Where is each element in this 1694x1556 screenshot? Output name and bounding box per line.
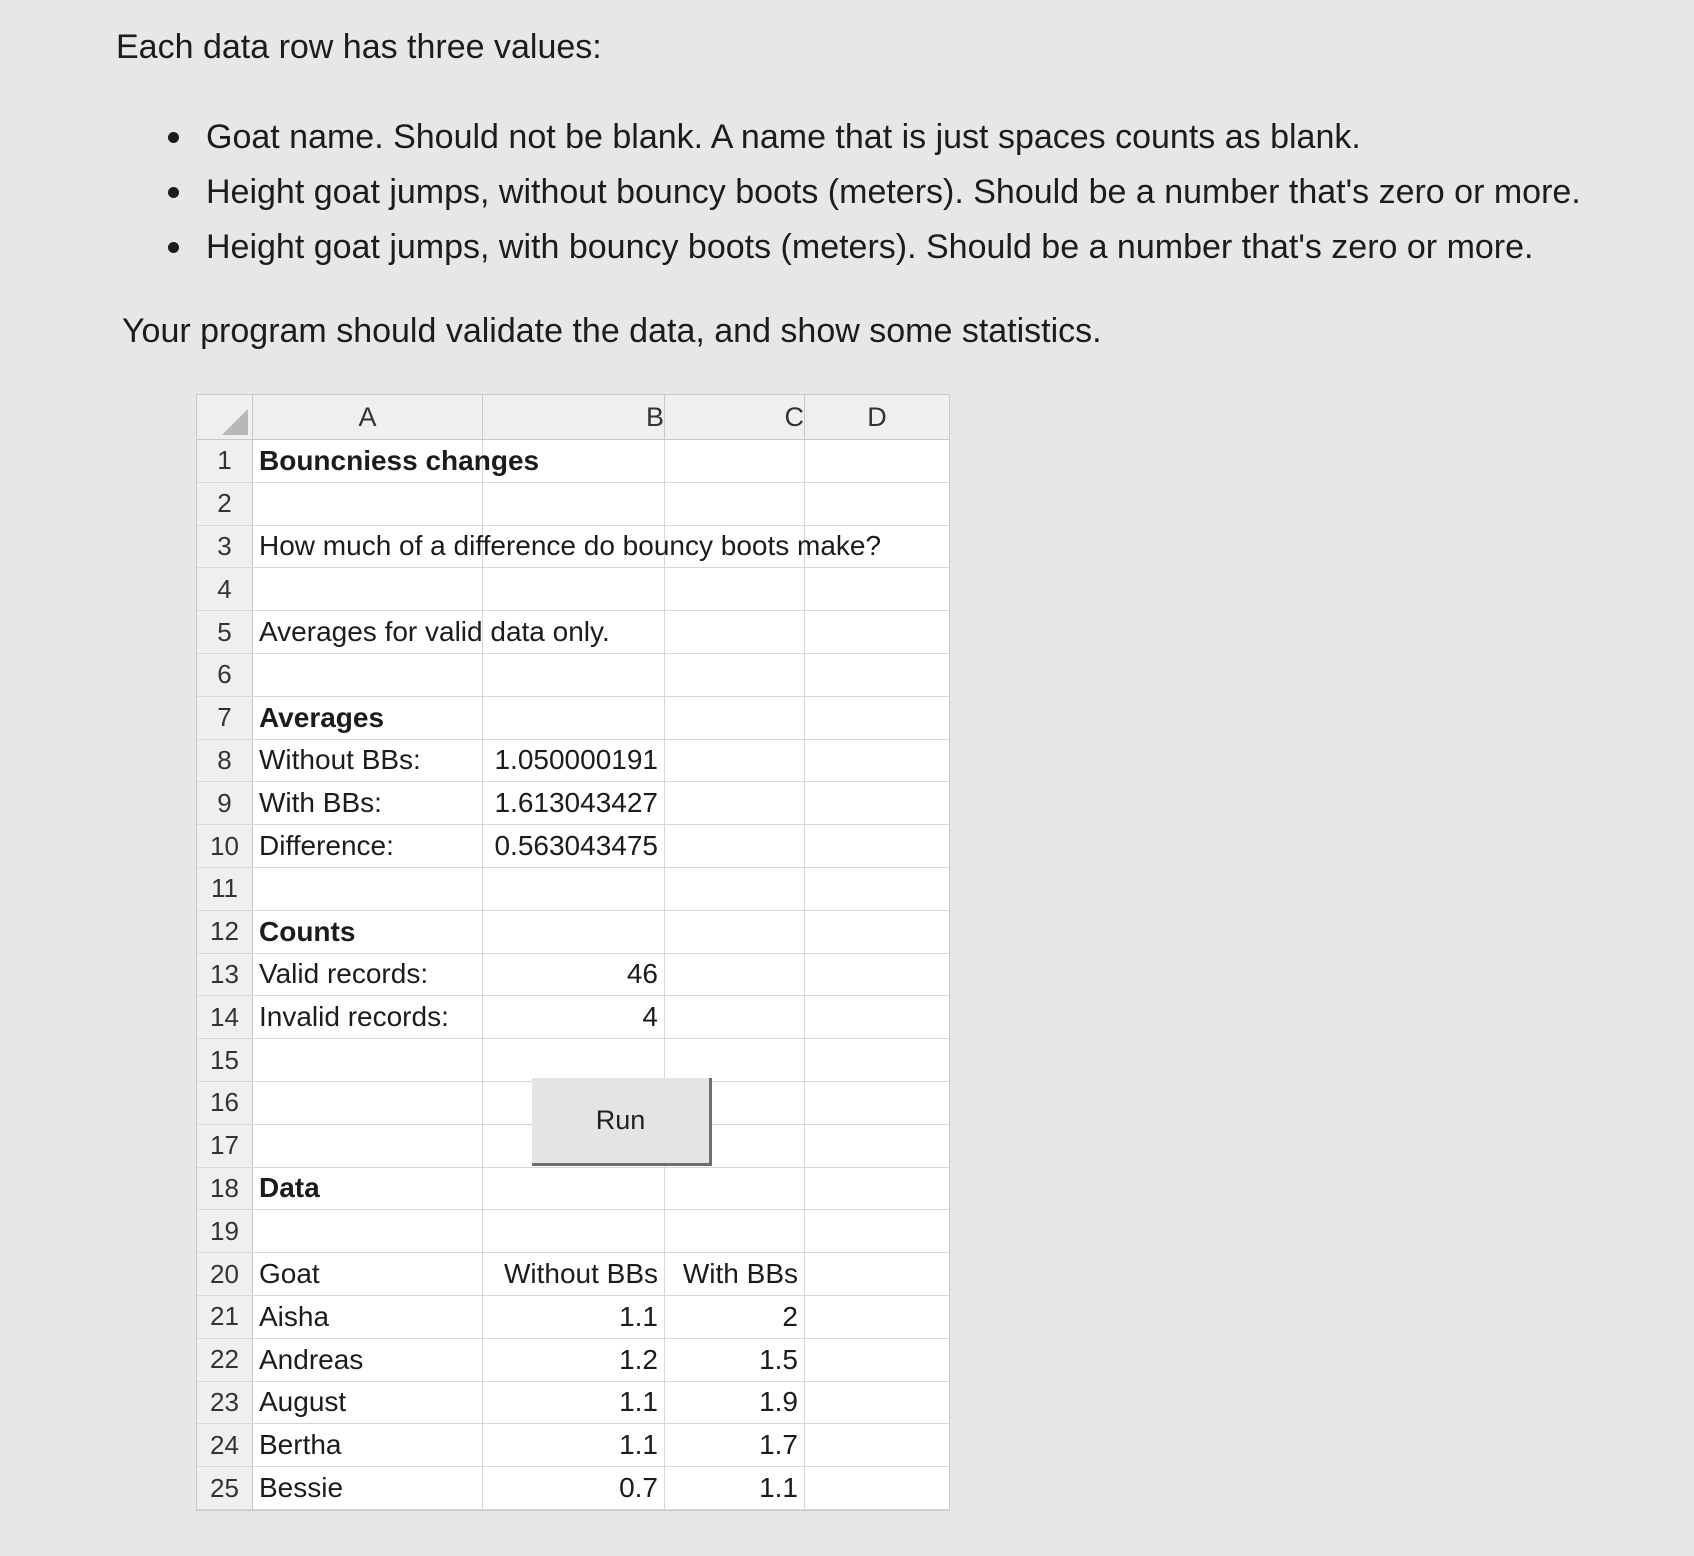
- cell-b[interactable]: [483, 483, 665, 525]
- cell-d[interactable]: [805, 483, 949, 525]
- cell-c[interactable]: With BBs: [665, 1253, 805, 1295]
- cell-c[interactable]: [665, 1210, 805, 1252]
- sheet-row: [197, 611, 949, 654]
- cell-b[interactable]: 1.2: [483, 1339, 665, 1381]
- row-number[interactable]: 23: [197, 1382, 253, 1424]
- select-all-corner[interactable]: [197, 395, 253, 439]
- row-number[interactable]: 7: [197, 697, 253, 739]
- cell-d[interactable]: [805, 996, 949, 1038]
- cell-c[interactable]: 2: [665, 1296, 805, 1338]
- cell-c[interactable]: [665, 954, 805, 996]
- row-number[interactable]: 5: [197, 611, 253, 653]
- sheet-rows: [197, 440, 949, 1510]
- cell-d[interactable]: [805, 740, 949, 782]
- column-header-a[interactable]: A: [253, 395, 483, 439]
- cell-b[interactable]: Without BBs: [483, 1253, 665, 1295]
- row-number[interactable]: 20: [197, 1253, 253, 1295]
- cell-a[interactable]: Goat: [253, 1253, 483, 1295]
- cell-b[interactable]: 0.7: [483, 1467, 665, 1509]
- cell-a[interactable]: Valid records:: [253, 954, 483, 996]
- cell-d[interactable]: [805, 568, 949, 610]
- cell-c[interactable]: [665, 740, 805, 782]
- row-number[interactable]: 2: [197, 483, 253, 525]
- bullet-icon: [168, 132, 179, 143]
- cell-a[interactable]: Andreas: [253, 1339, 483, 1381]
- cell-b[interactable]: [483, 697, 665, 739]
- cell-a[interactable]: [253, 483, 483, 525]
- cell-a-text: Averages for valid data only.: [259, 616, 610, 648]
- sheet-row: [197, 526, 949, 569]
- cell-d[interactable]: [805, 1253, 949, 1295]
- cell-b[interactable]: [483, 1210, 665, 1252]
- cell-c[interactable]: [665, 654, 805, 696]
- sheet-row: [197, 782, 949, 825]
- cell-a[interactable]: [253, 1039, 483, 1081]
- cell-d[interactable]: [805, 1296, 949, 1338]
- row-number[interactable]: 22: [197, 1339, 253, 1381]
- cell-a[interactable]: Aisha: [253, 1296, 483, 1338]
- cell-d[interactable]: [805, 825, 949, 867]
- cell-d[interactable]: [805, 611, 949, 653]
- rule-item: [168, 110, 1581, 165]
- row-number[interactable]: 19: [197, 1210, 253, 1252]
- cell-a[interactable]: [253, 611, 610, 653]
- cell-a[interactable]: With BBs:: [253, 782, 483, 824]
- cell-a[interactable]: Bertha: [253, 1424, 483, 1466]
- cell-a[interactable]: [253, 1082, 483, 1124]
- rule-text: Goat name. Should not be blank. A name that is just spaces counts as blank.: [206, 118, 1361, 156]
- sheet-row: [197, 483, 949, 526]
- cell-b[interactable]: [483, 1039, 665, 1081]
- column-header-row: [197, 395, 949, 440]
- sheet-row: [197, 996, 949, 1039]
- sheet-row: [197, 911, 949, 954]
- row-number[interactable]: 9: [197, 782, 253, 824]
- sheet-row: [197, 1296, 949, 1339]
- cell-a[interactable]: [253, 1125, 483, 1167]
- sheet-row: [197, 868, 949, 911]
- cell-c[interactable]: [665, 782, 805, 824]
- cell-c[interactable]: [665, 825, 805, 867]
- cell-c[interactable]: 1.7: [665, 1424, 805, 1466]
- cell-c[interactable]: [665, 996, 805, 1038]
- bullet-icon: [168, 187, 179, 198]
- cell-d[interactable]: [805, 954, 949, 996]
- bullet-icon: [168, 242, 179, 253]
- cell-a[interactable]: Bessie: [253, 1467, 483, 1509]
- cell-a-text: Bouncniess changes: [259, 444, 540, 476]
- run-button[interactable]: Run: [532, 1078, 712, 1166]
- cell-c[interactable]: 1.1: [665, 1467, 805, 1509]
- cell-d[interactable]: [805, 440, 949, 482]
- sheet-row: [197, 825, 949, 868]
- sheet-row: [197, 654, 949, 697]
- row-number[interactable]: 11: [197, 868, 253, 910]
- intro-text: Each data row has three values:: [116, 28, 602, 66]
- cell-b[interactable]: [483, 1168, 665, 1210]
- cell-c[interactable]: [665, 697, 805, 739]
- cell-c[interactable]: [665, 568, 805, 610]
- cell-a[interactable]: August: [253, 1382, 483, 1424]
- cell-a[interactable]: [253, 1210, 483, 1252]
- cell-b[interactable]: 4: [483, 996, 665, 1038]
- cell-a[interactable]: Without BBs:: [253, 740, 483, 782]
- cell-d[interactable]: [805, 1039, 949, 1081]
- cell-b[interactable]: 46: [483, 954, 665, 996]
- rule-text: Height goat jumps, without bouncy boots (meters). Should be a number that's zero or more.: [206, 173, 1581, 211]
- cell-d[interactable]: [805, 782, 949, 824]
- cell-d[interactable]: [805, 654, 949, 696]
- row-number[interactable]: 14: [197, 996, 253, 1038]
- row-number[interactable]: 3: [197, 526, 253, 568]
- cell-b[interactable]: 1.1: [483, 1424, 665, 1466]
- sheet-row: [197, 1467, 949, 1510]
- row-number[interactable]: 17: [197, 1125, 253, 1167]
- cell-c[interactable]: [665, 1039, 805, 1081]
- cell-a[interactable]: [253, 868, 483, 910]
- cell-c[interactable]: [665, 483, 805, 525]
- cell-c[interactable]: [665, 868, 805, 910]
- cell-b[interactable]: [483, 568, 665, 610]
- cell-b[interactable]: 1.1: [483, 1382, 665, 1424]
- cell-a[interactable]: Averages: [253, 697, 483, 739]
- sheet-row: [197, 1339, 949, 1382]
- row-number[interactable]: 1: [197, 440, 253, 482]
- row-number[interactable]: 24: [197, 1424, 253, 1466]
- cell-c[interactable]: [665, 611, 805, 653]
- cell-b[interactable]: 1.050000191: [483, 740, 665, 782]
- sheet-row: [197, 1382, 949, 1425]
- cell-a[interactable]: [253, 654, 483, 696]
- rule-item: [168, 165, 1581, 220]
- row-number[interactable]: 4: [197, 568, 253, 610]
- cell-a[interactable]: [253, 526, 882, 568]
- sheet-row: [197, 1210, 949, 1253]
- sheet-row: [197, 1039, 949, 1082]
- outro-text: Your program should validate the data, and show some statistics.: [122, 312, 1102, 350]
- cell-d[interactable]: [805, 1424, 949, 1466]
- cell-a[interactable]: [253, 440, 540, 482]
- select-all-icon: [222, 409, 248, 435]
- cell-d[interactable]: [805, 697, 949, 739]
- column-header-c[interactable]: C: [665, 395, 805, 439]
- cell-d[interactable]: [805, 911, 949, 953]
- rules-list: [168, 110, 1581, 275]
- cell-d[interactable]: [805, 868, 949, 910]
- cell-c[interactable]: [665, 911, 805, 953]
- sheet-row: [197, 697, 949, 740]
- cell-c[interactable]: [665, 1168, 805, 1210]
- rule-item: [168, 220, 1581, 275]
- cell-b[interactable]: 0.563043475: [483, 825, 665, 867]
- cell-b[interactable]: 1.613043427: [483, 782, 665, 824]
- cell-b[interactable]: [483, 911, 665, 953]
- cell-d[interactable]: [805, 1467, 949, 1509]
- cell-a[interactable]: Invalid records:: [253, 996, 483, 1038]
- sheet-row: [197, 440, 949, 483]
- cell-c[interactable]: [665, 440, 805, 482]
- cell-a-text: How much of a difference do bouncy boots make?: [259, 530, 882, 562]
- column-header-d[interactable]: D: [867, 401, 887, 432]
- sheet-row: [197, 568, 949, 611]
- cell-b[interactable]: 1.1: [483, 1296, 665, 1338]
- cell-d[interactable]: [805, 1339, 949, 1381]
- cell-a[interactable]: Data: [253, 1168, 483, 1210]
- sheet-row: [197, 740, 949, 783]
- sheet-row: [197, 954, 949, 997]
- cell-d[interactable]: [805, 1082, 949, 1124]
- cell-d[interactable]: [805, 1125, 949, 1167]
- row-number[interactable]: 10: [197, 825, 253, 867]
- cell-b[interactable]: [483, 654, 665, 696]
- sheet-row: [197, 1253, 949, 1296]
- row-number[interactable]: 12: [197, 911, 253, 953]
- row-number[interactable]: 21: [197, 1296, 253, 1338]
- rule-text: Height goat jumps, with bouncy boots (meters). Should be a number that's zero or more.: [206, 228, 1534, 266]
- row-number[interactable]: 13: [197, 954, 253, 996]
- row-number[interactable]: 15: [197, 1039, 253, 1081]
- row-number[interactable]: 25: [197, 1467, 253, 1509]
- cell-c[interactable]: 1.5: [665, 1339, 805, 1381]
- sheet-row: [197, 1424, 949, 1467]
- row-number[interactable]: 6: [197, 654, 253, 696]
- cell-a[interactable]: [253, 568, 483, 610]
- cell-d[interactable]: [805, 1382, 949, 1424]
- spreadsheet: [196, 394, 950, 1511]
- cell-d[interactable]: [805, 1210, 949, 1252]
- cell-c[interactable]: 1.9: [665, 1382, 805, 1424]
- column-header-b[interactable]: B: [483, 395, 665, 439]
- row-number[interactable]: 18: [197, 1168, 253, 1210]
- cell-b[interactable]: [483, 868, 665, 910]
- row-number[interactable]: 16: [197, 1082, 253, 1124]
- cell-a[interactable]: Counts: [253, 911, 483, 953]
- cell-d[interactable]: [805, 1168, 949, 1210]
- cell-a[interactable]: Difference:: [253, 825, 483, 867]
- sheet-row: [197, 1168, 949, 1211]
- row-number[interactable]: 8: [197, 740, 253, 782]
